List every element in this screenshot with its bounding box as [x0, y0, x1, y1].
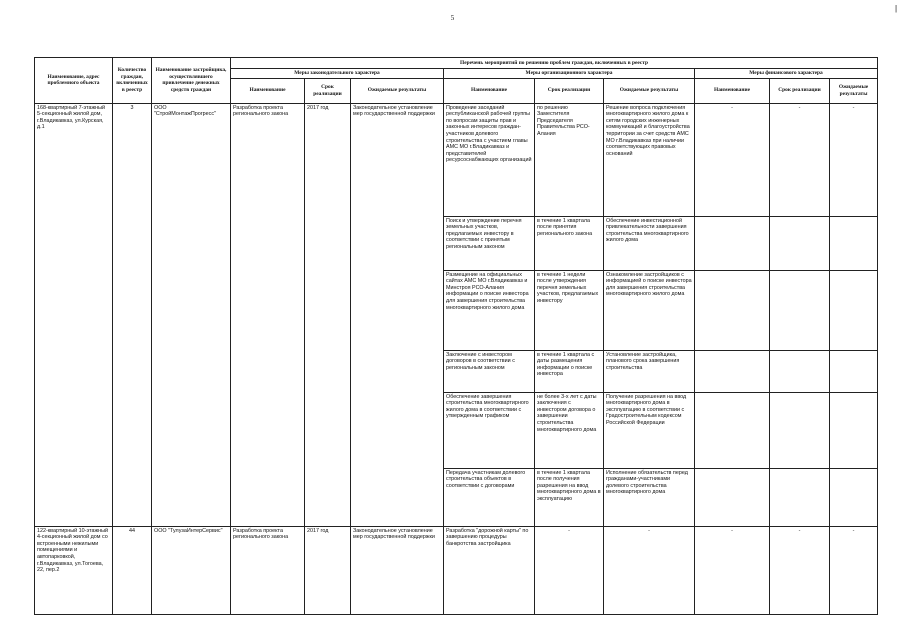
- org-measure: Поиск и утверждение перечня земельных участков, предлагаемых инвестору в соответствии с принятым региональным законом: [444, 216, 535, 270]
- header-developer: Наименование застройщика, осуществлявшего привлечение денежных средств граждан: [152, 58, 231, 104]
- object-name: 168-квартирный 7-этажный 5-секционный жилой дом, г.Владикавказ, ул.Курская, д.1: [35, 103, 113, 526]
- financial-term: -: [770, 103, 830, 216]
- legislative-term: 2017 год: [305, 103, 351, 526]
- page-number: 5: [450, 14, 455, 22]
- org-term: не более 3-х лет с даты заключения с инвестором договора о завершении строительства многоквартирного дома: [535, 392, 604, 468]
- org-result: Установление застройщика, планового срока завершения строительства: [604, 350, 695, 392]
- org-term: в течение 1 квартала после получения разрешения на ввод многоквартирного дома в эксплуатацию: [535, 468, 604, 526]
- org-result: -: [604, 526, 695, 614]
- developer-name: ООО "СтройМонтажПрогресс": [152, 103, 231, 526]
- org-term: по решению Заместителя Председателя Правительства РСО-Алания: [535, 103, 604, 216]
- corner-mark: |: [895, 4, 898, 13]
- header-leg-name: Наименование: [231, 78, 305, 103]
- problem-objects-table: [34, 57, 878, 615]
- object-name: 122-квартирный 10-этажный 4-секционный жилой дом со встроенными нежилыми помещениями и автопарковкой, г.Владикавказ, ул.Тогоева, 22, пер.2: [35, 526, 113, 614]
- header-count: Количество граждан, включенных в реестр: [113, 58, 152, 104]
- legislative-result: Законодательное установление мер государственной поддержки: [351, 526, 444, 614]
- financial-measure-empty: [695, 392, 770, 468]
- citizens-count: 44: [113, 526, 152, 614]
- financial-term-empty: [770, 216, 830, 270]
- financial-term: -: [770, 526, 830, 614]
- financial-result-empty: [830, 350, 878, 392]
- header-fin-results: Ожидаемые результаты: [830, 78, 878, 103]
- financial-result: -: [830, 526, 878, 614]
- legislative-measure: Разработка проекта регионального закона: [231, 103, 305, 526]
- org-measure: Проведение заседаний республиканской рабочей группы по вопросам защиты прав и законных интересов граждан-участников долевого строительства с участием главы АМС МО г.Владикавказ и представителей ресурсоснабжающих организаций: [444, 103, 535, 216]
- org-result: Получение разрешения на ввод многоквартирного дома в эксплуатацию в соответствии с Градостроительным кодексом Российской Федерации: [604, 392, 695, 468]
- developer-name: ООО "ТулузаИнтерСервис": [152, 526, 231, 614]
- legislative-measure: Разработка проекта регионального закона: [231, 526, 305, 614]
- org-measure: Разработка "дорожной карты" по завершению процедуры банкротства застройщика: [444, 526, 535, 614]
- org-result: Решение вопроса подключения многоквартирного жилого дома к сетям городских инженерных коммуникаций и благоустройства территории за счет средств АМС МО г.Владикавказ при наличии соответствующих правовых оснований: [604, 103, 695, 216]
- financial-measure-empty: [695, 468, 770, 526]
- financial-measure: -: [695, 526, 770, 614]
- financial-term-empty: [770, 392, 830, 468]
- header-org-term: Срок реализации: [535, 78, 604, 103]
- org-result: Исполнение обязательств перед гражданами-участниками долевого строительства многоквартирного дома: [604, 468, 695, 526]
- org-term: в течение 1 недели после утверждения перечня земельных участков, предлагаемых инвестору: [535, 270, 604, 350]
- table-row: [35, 526, 878, 614]
- header-leg-results: Ожидаемые результаты: [351, 78, 444, 103]
- financial-result-empty: [830, 216, 878, 270]
- header-org-results: Ожидаемые результаты: [604, 78, 695, 103]
- org-measure: Обеспечение завершения строительства многоквартирного жилого дома в соответствии с утвержденным графиком: [444, 392, 535, 468]
- table-row: [35, 103, 878, 216]
- financial-measure-empty: [695, 216, 770, 270]
- financial-measure-empty: [695, 350, 770, 392]
- financial-measure-empty: [695, 270, 770, 350]
- header-group-organizational: Меры организационного характера: [444, 69, 695, 79]
- org-measure: Заключение с инвестором договоров в соответствии с региональным законом: [444, 350, 535, 392]
- header-fin-term: Срок реализации: [770, 78, 830, 103]
- legislative-term: 2017 год: [305, 526, 351, 614]
- org-result: Ознакомление застройщиков с информацией о поиске инвестора для завершения строительства многоквартирного жилого дома: [604, 270, 695, 350]
- header-measures-title: Перечень мероприятий по решению проблем граждан, включенных в реестр: [231, 58, 878, 69]
- financial-term-empty: [770, 270, 830, 350]
- org-measure: Размещение на официальных сайтах АМС МО г.Владикавказ и Минстроя РСО-Алания информации о поиске инвестора для завершения строительства многоквартирного жилого дома: [444, 270, 535, 350]
- header-group-legislative: Меры законодательного характера: [231, 69, 444, 79]
- financial-term-empty: [770, 468, 830, 526]
- header-fin-name: Наименование: [695, 78, 770, 103]
- financial-result-empty: [830, 468, 878, 526]
- header-object: Наименование, адрес проблемного объекта: [35, 58, 113, 104]
- org-result: Обеспечение инвестиционной привлекательности завершения строительства многоквартирного жилого дома: [604, 216, 695, 270]
- financial-result: -: [830, 103, 878, 216]
- financial-result-empty: [830, 392, 878, 468]
- header-leg-term: Срок реализации: [305, 78, 351, 103]
- financial-term-empty: [770, 350, 830, 392]
- legislative-result: Законодательное установление мер государственной поддержки: [351, 103, 444, 526]
- financial-measure: -: [695, 103, 770, 216]
- citizens-count: 3: [113, 103, 152, 526]
- org-term: -: [535, 526, 604, 614]
- header-group-financial: Меры финансового характера: [695, 69, 878, 79]
- org-term: в течение 1 квартала с даты размещения информации о поиске инвестора: [535, 350, 604, 392]
- org-term: в течение 1 квартала после принятия регионального закона: [535, 216, 604, 270]
- org-measure: Передача участникам долевого строительства объектов в соответствии с договорами: [444, 468, 535, 526]
- header-org-name: Наименование: [444, 78, 535, 103]
- financial-result-empty: [830, 270, 878, 350]
